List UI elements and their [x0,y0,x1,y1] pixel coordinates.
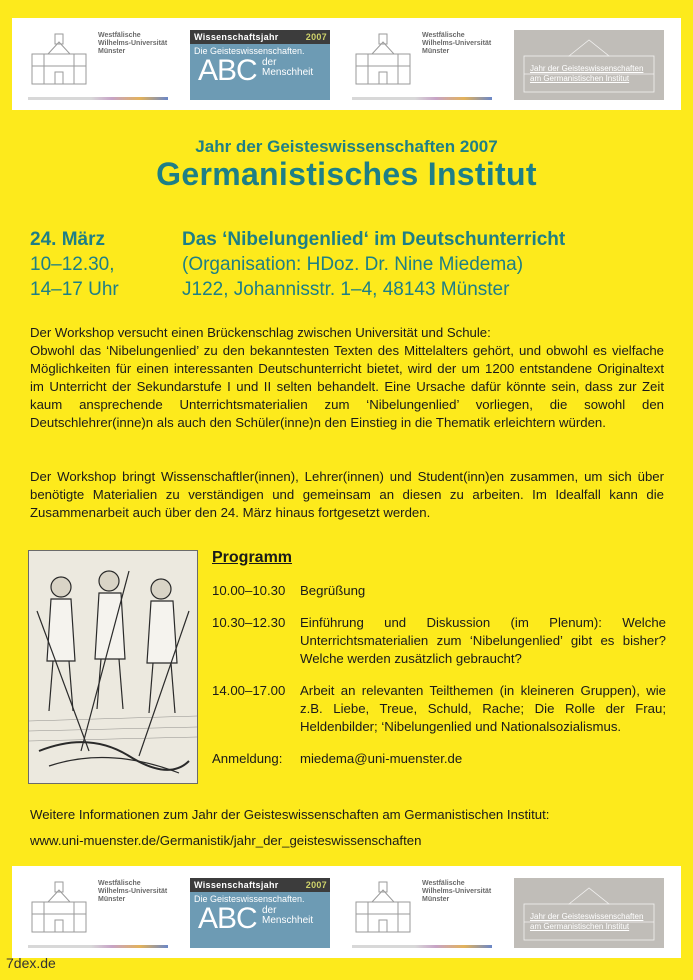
wwu-name [98,880,167,904]
top-logo-strip [12,18,681,110]
event-row-2 [30,254,565,279]
event-row-3 [30,279,565,304]
programm-item [212,582,666,600]
subtitle: Jahr der Geisteswissenschaften 2007 [195,137,498,156]
programm-section [212,548,666,768]
programm-time: 14.00–17.00 [212,683,286,698]
wwu-line1: Westfälische [98,880,141,887]
wwu-line2: Wilhelms-Universität [422,40,492,47]
event-row-1 [30,229,565,254]
abc-head [190,878,330,892]
event-topic: Das ‘Nibelungenlied‘ im Deutschunterricht [182,229,566,250]
wwu-line3: Münster [422,48,450,55]
abc-der [262,58,313,78]
wwu-line2: Wilhelms-Universität [98,40,168,47]
abc-der-word: der [262,905,277,916]
abc-big: ABC [198,902,257,935]
gi-line1: Jahr der Geisteswissenschaften [530,912,644,921]
page-title: Germanistisches Institut [156,156,537,192]
event-time-1: 10–12.30, [30,254,115,275]
abc-sub: Die Geisteswissenschaften. [194,894,305,904]
abc-head-year: 2007 [305,880,327,890]
abc-der [262,906,313,926]
wwu-logo [352,30,492,100]
abc-sub: Die Geisteswissenschaften. [194,46,305,56]
gi-logo [514,30,664,100]
programm-text: Begrüßung [300,583,366,598]
registration-email-link[interactable]: miedema@uni-muenster.de [300,751,463,766]
website-link[interactable]: www.uni-muenster.de/Germanistik/jahr_der_geisteswissenschaften [30,833,422,848]
gi-line2: am Germanistischen Institut [530,74,630,83]
abc-logo [190,878,330,948]
event-info [30,229,565,304]
programm-text: Einführung und Diskussion (im Plenum): Welche Unterrichtsmaterialien zum ‘Nibelungenlied’ gibt es bisher? Welche werden zusätzlich gebraucht? [300,615,666,666]
programm-time: 10.30–12.30 [212,615,286,630]
event-location: J122, Johannisstr. 1–4, 48143 Münster [182,279,510,300]
gi-text [530,912,643,932]
wwu-name [98,32,167,56]
wwu-line2: Wilhelms-Universität [422,888,492,895]
event-time-2: 14–17 Uhr [30,279,119,300]
wwu-line1: Westfälische [422,880,465,887]
programm-text: Arbeit an relevanten Teilthemen (in kleineren Gruppen), wie z.B. Liebe, Treue, Schuld, Rache; Die Rolle der Frau; Heldenbilder; ‘Nibelungenlied und Nationalsozialismus. [300,683,666,734]
wwu-line1: Westfälische [98,32,141,39]
gi-text [530,64,643,84]
registration-item [212,750,666,768]
more-info-text: Weitere Informationen zum Jahr der Geisteswissenschaften am Germanistischen Institut: [30,807,550,822]
abc-head-left: Wissenschaftsjahr [194,880,279,890]
nibelungen-woodcut-image [28,550,198,784]
intro-body-2: Der Workshop bringt Wissenschaftler(innen), Lehrer(innen) und Student(inn)en zusammen, um sich über benötigte Materialien zu verständigen und gemeinsam an diesen zu arbeiten. Im Idealfall kann die Zusammenarbeit auch über den 24. März hinaus fortgesetzt werden. [30,469,664,520]
wwu-logo [28,30,168,100]
intro-lead: Der Workshop versucht einen Brückenschlag zwischen Universität und Schule: [30,325,491,340]
gi-line2: am Germanistischen Institut [530,922,630,931]
bottom-logo-strip [12,866,681,958]
gi-logo [514,878,664,948]
programm-time: 10.00–10.30 [212,583,286,598]
woodcut-illustration [29,551,197,783]
abc-head-year: 2007 [305,32,327,42]
registration-label: Anmeldung: [212,751,283,766]
wwu-logo [352,878,492,948]
intro-paragraph-2 [30,468,664,522]
intro-paragraph-1 [30,324,664,432]
wwu-name [422,880,491,904]
wwu-line2: Wilhelms-Universität [98,888,168,895]
abc-head-left: Wissenschaftsjahr [194,32,279,42]
programm-heading: Programm [212,549,293,566]
university-building-icon [352,878,414,938]
watermark: 7dex.de [6,955,56,971]
wwu-line3: Münster [422,896,450,903]
abc-der-word: der [262,57,277,68]
abc-logo [190,30,330,100]
wwu-color-line [352,945,492,948]
event-organisation: (Organisation: HDoz. Dr. Nine Miedema) [182,254,524,275]
university-building-icon [28,878,90,938]
university-building-icon [28,30,90,90]
wwu-line1: Westfälische [422,32,465,39]
university-building-icon [352,30,414,90]
programm-item [212,682,666,736]
abc-menschheit-word: Menschheit [262,915,314,926]
wwu-logo [28,878,168,948]
event-date: 24. März [30,229,105,250]
abc-menschheit-word: Menschheit [262,67,314,78]
programm-item [212,614,666,668]
wwu-color-line [352,97,492,100]
wwu-line3: Münster [98,48,126,55]
gi-line1: Jahr der Geisteswissenschaften [530,64,644,73]
wwu-color-line [28,945,168,948]
wwu-color-line [28,97,168,100]
abc-big: ABC [198,54,257,87]
intro-body: Obwohl das ‘Nibelungenlied’ zu den bekanntesten Texten des Mittelalters gehört, und obwohl es vielfache Möglichkeiten für einen interessanten Deutschunterricht bietet, wird der um 1200 entstandene Originaltext im Unterricht der Sekundarstufe I und II selten behandelt. Eine Ursache dafür könnte sein, dass zur Zeit kaum ansprechende Unterrichtsmaterialien zum ‘Nibelungenlied’ vorliegen, die sowohl den Deutschlehrer(inne)n als auch den Schüler(inne)n den Einstieg in die Thematik erleichtern würden. [30,343,664,430]
abc-head [190,30,330,44]
wwu-name [422,32,491,56]
wwu-line3: Münster [98,896,126,903]
